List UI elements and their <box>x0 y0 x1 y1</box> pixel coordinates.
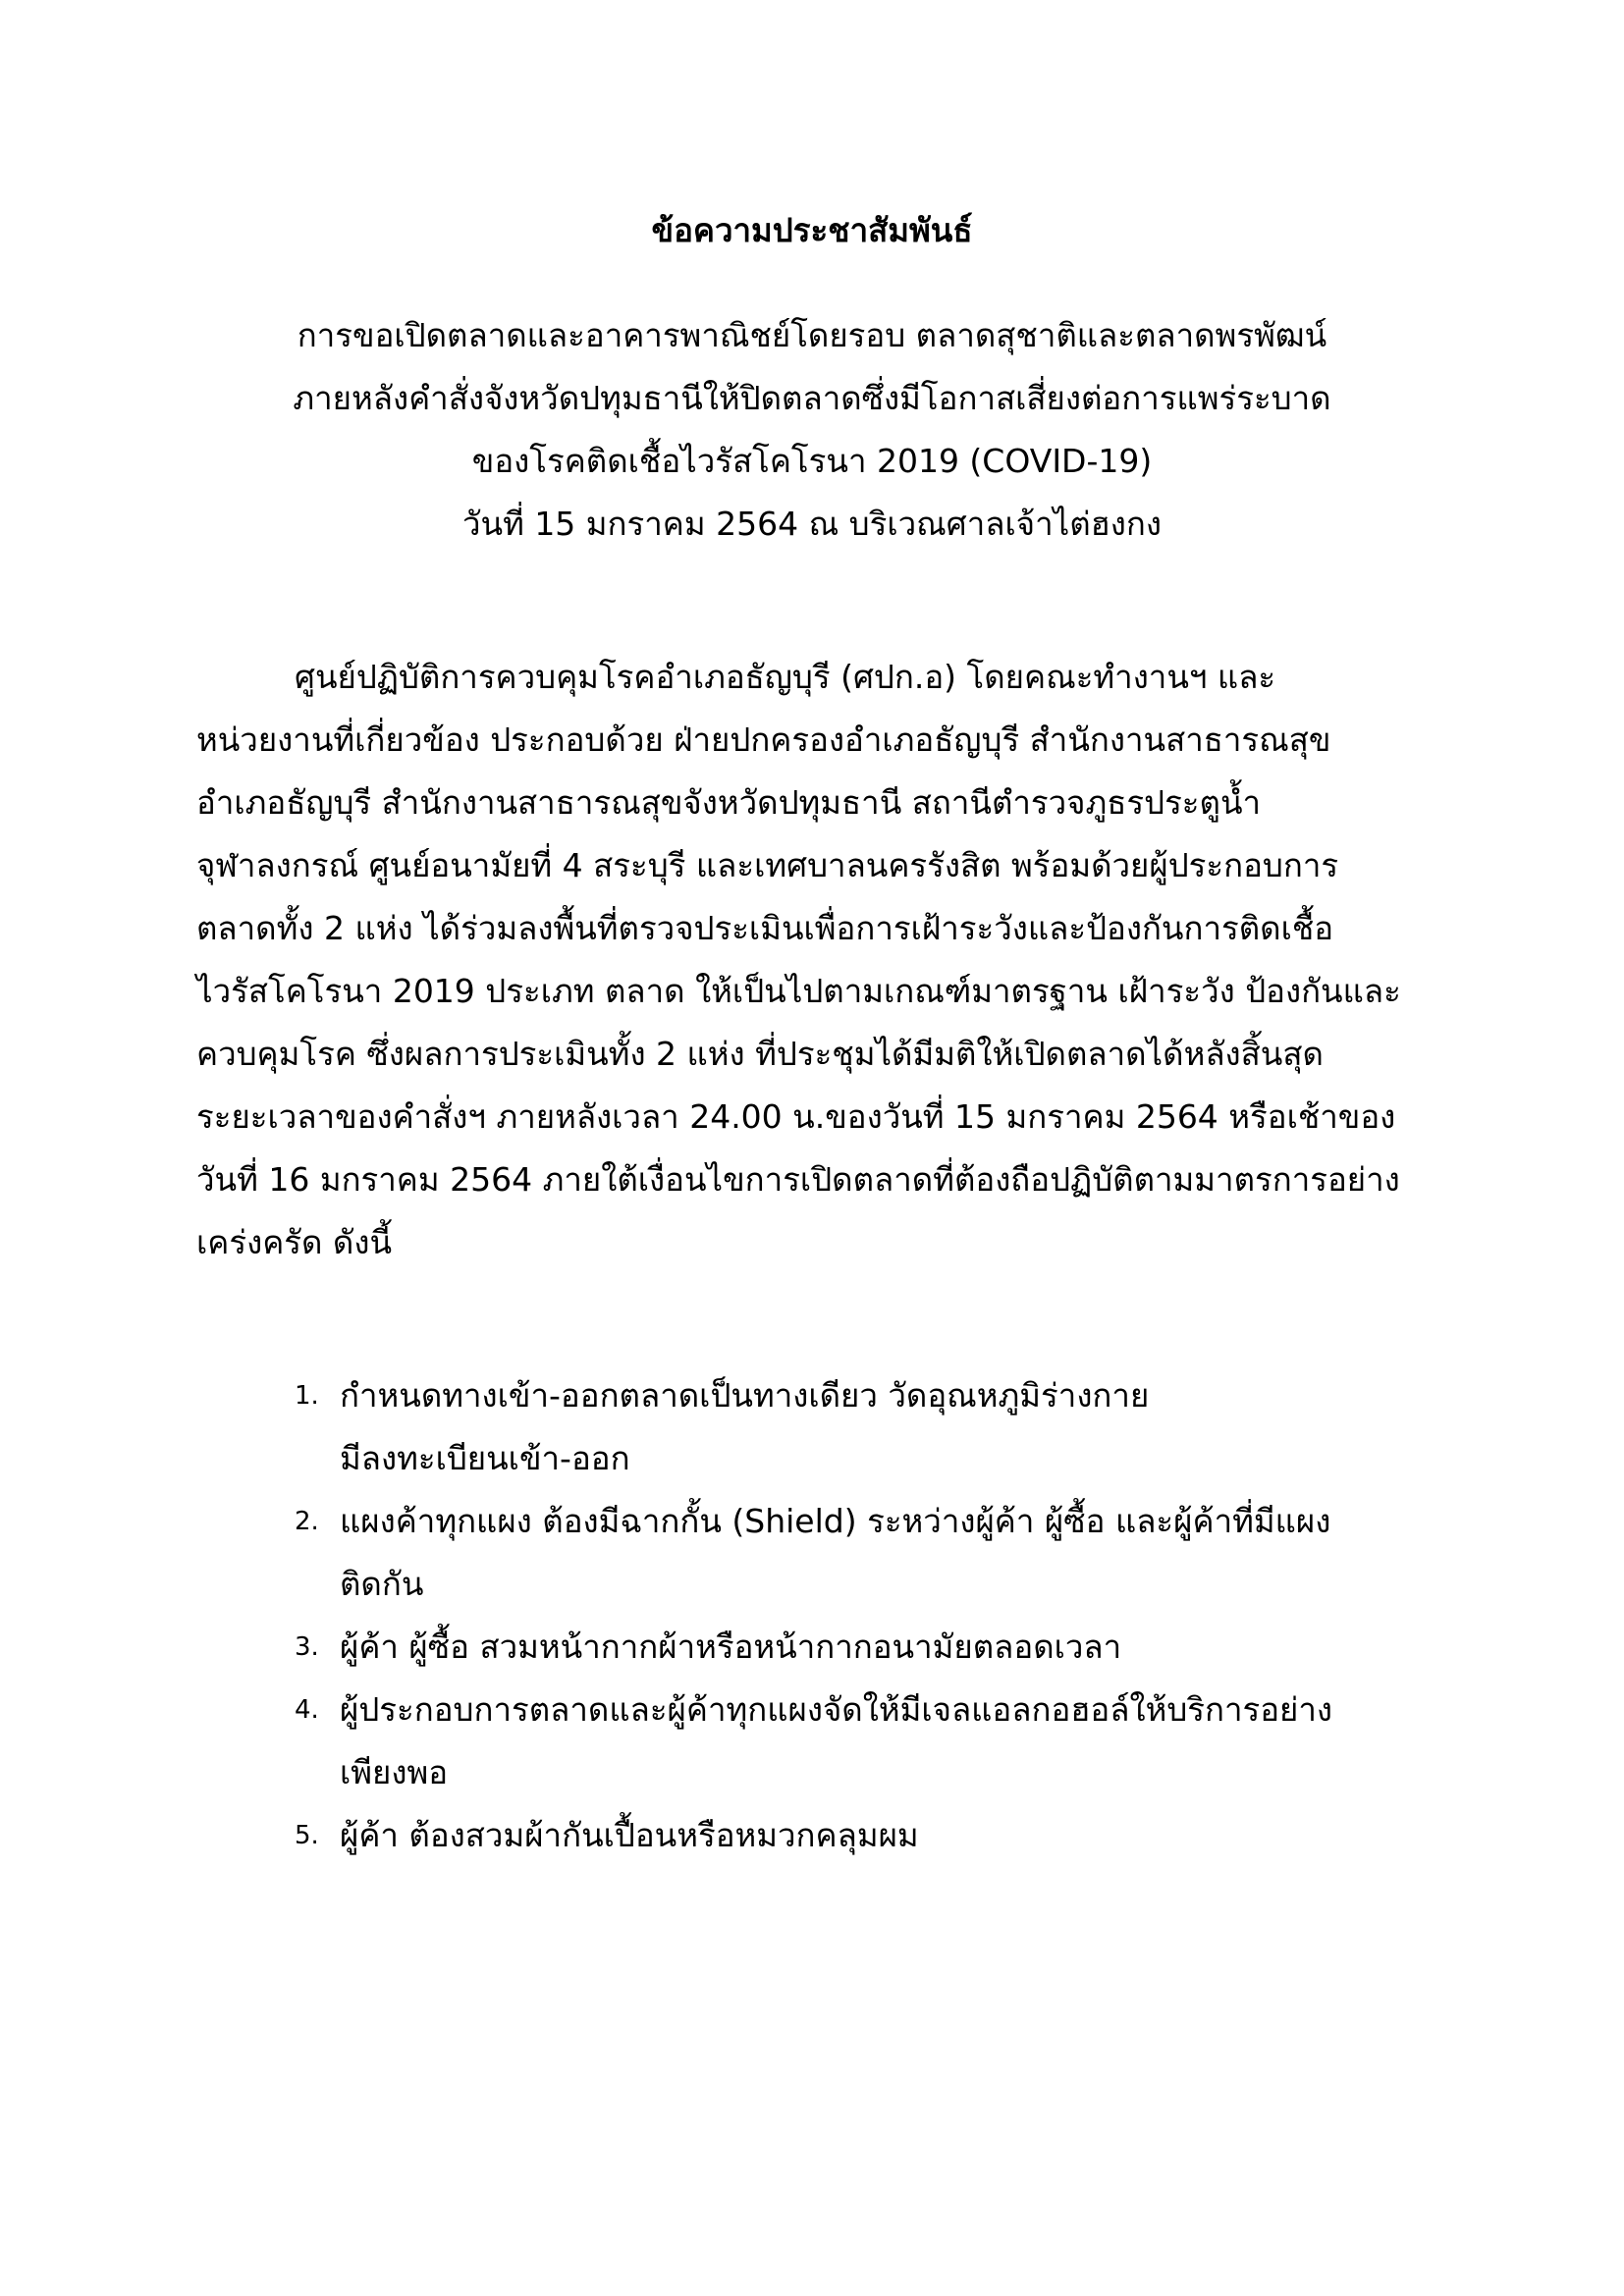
subtitle-block <box>0 304 1624 556</box>
body-line: ระยะเวลาของคำสั่งฯ ภายหลังเวลา 24.00 น.ของวันที่ 15 มกราคม 2564 หรือเช้าของ <box>196 1097 1396 1136</box>
list-item-text: มีลงทะเบียนเข้า-ออก <box>340 1439 630 1477</box>
subtitle-line-2: ภายหลังคำสั่งจังหวัดปทุมธานีให้ปิดตลาดซึ่งมีโอกาสเสี่ยงต่อการแพร่ระบาด <box>293 379 1331 417</box>
subtitle-date-line: วันที่ 15 มกราคม 2564 ณ บริเวณศาลเจ้าไต่ฮงกง <box>461 505 1162 543</box>
body-line: หน่วยงานที่เกี่ยวข้อง ประกอบด้วย ฝ่ายปกครองอำเภอธัญบุรี สำนักงานสาธารณสุข <box>196 721 1331 759</box>
list-item-number: 3. <box>295 1632 319 1662</box>
body-line: จุฬาลงกรณ์ ศูนย์อนามัยที่ 4 สระบุรี และเทศบาลนครรังสิต พร้อมด้วยผู้ประกอบการ <box>196 846 1339 884</box>
body-line: อำเภอธัญบุรี สำนักงานสาธารณสุขจังหวัดปทุมธานี สถานีตำรวจภูธรประตูน้ำ <box>196 783 1262 822</box>
list-item-text: กำหนดทางเข้า-ออกตลาดเป็นทางเดียว วัดอุณหภูมิร่างกาย <box>340 1376 1150 1415</box>
list-item-number: 4. <box>295 1695 319 1725</box>
list-item <box>295 1679 1434 1804</box>
list-item <box>295 1490 1434 1616</box>
list-item <box>295 1364 1434 1490</box>
body-line: ศูนย์ปฏิบัติการควบคุมโรคอำเภอธัญบุรี (ศปก.อ) โดยคณะทำงานฯ และ <box>295 658 1276 696</box>
list-item-number: 1. <box>295 1381 319 1411</box>
list-item-text: ติดกัน <box>340 1565 424 1603</box>
body-line: ตลาดทั้ง 2 แห่ง ได้ร่วมลงพื้นที่ตรวจประเมินเพื่อการเฝ้าระวังและป้องกันการติดเชื้อ <box>196 909 1334 947</box>
body-line: เคร่งครัด ดังนี้ <box>196 1223 393 1261</box>
subtitle-line-1: การขอเปิดตลาดและอาคารพาณิชย์โดยรอบ ตลาดสุชาติและตลาดพรพัฒน์ <box>297 316 1327 354</box>
list-item-text: เพียงพอ <box>340 1753 449 1791</box>
body-line: ควบคุมโรค ซึ่งผลการประเมินทั้ง 2 แห่ง ที่ประชุมได้มีมติให้เปิดตลาดได้หลังสิ้นสุด <box>196 1035 1324 1073</box>
list-item-number: 2. <box>295 1507 319 1536</box>
list-item-text: ผู้ค้า ผู้ซื้อ สวมหน้ากากผ้าหรือหน้ากากอนามัยตลอดเวลา <box>340 1628 1122 1666</box>
conditions-list <box>295 1364 1434 1867</box>
list-item <box>295 1804 1434 1867</box>
body-line: ไวรัสโคโรนา 2019 ประเภท ตลาด ให้เป็นไปตามเกณฑ์มาตรฐาน เฝ้าระวัง ป้องกันและ <box>196 972 1401 1010</box>
body-line: วันที่ 16 มกราคม 2564 ภายใต้เงื่อนไขการเปิดตลาดที่ต้องถือปฏิบัติตามมาตรการอย่าง <box>196 1160 1400 1199</box>
list-item-number: 5. <box>295 1821 319 1850</box>
list-item <box>295 1616 1434 1679</box>
list-item-text: ผู้ประกอบการตลาดและผู้ค้าทุกแผงจัดให้มีเจลแอลกอฮอล์ให้บริการอย่าง <box>340 1690 1333 1729</box>
body-paragraph <box>196 646 1443 1274</box>
list-item-text: ผู้ค้า ต้องสวมผ้ากันเปื้อนหรือหมวกคลุมผม <box>340 1816 919 1854</box>
page-title: ข้อความประชาสัมพันธ์ <box>651 211 973 249</box>
list-item-text: แผงค้าทุกแผง ต้องมีฉากกั้น (Shield) ระหว่างผู้ค้า ผู้ซื้อ และผู้ค้าที่มีแผง <box>340 1502 1331 1540</box>
subtitle-line-3: ของโรคติดเชื้อไวรัสโคโรนา 2019 (COVID-19) <box>471 442 1153 480</box>
